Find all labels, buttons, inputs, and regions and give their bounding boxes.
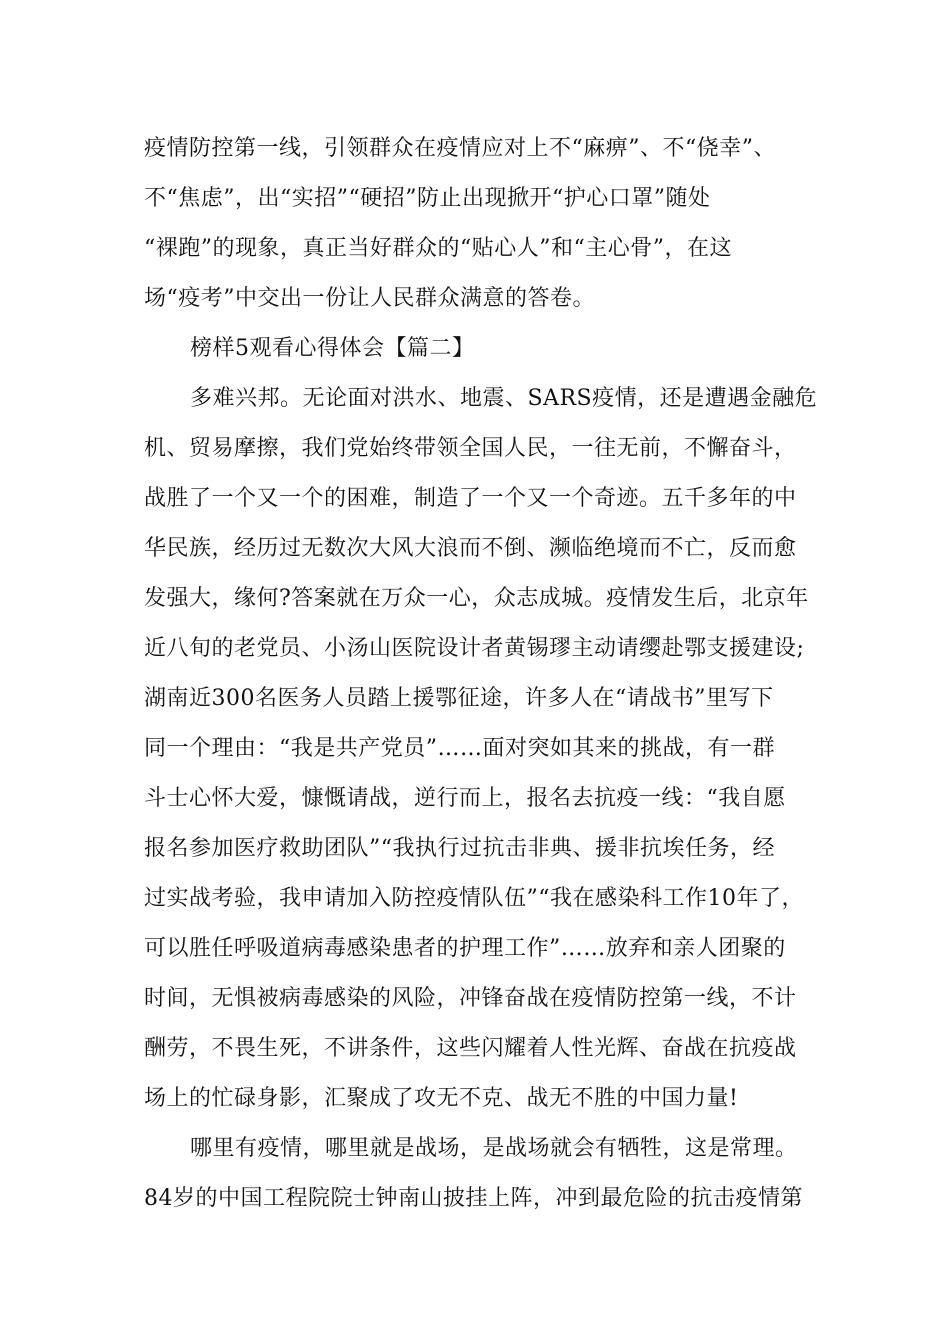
text-line: 发强大，缘何?答案就在万众一心，众志成城。疫情发生后，北京年 — [144, 586, 809, 611]
text-line: 84岁的中国工程院院士钟南山披挂上阵，冲到最危险的抗击疫情第 — [144, 1186, 803, 1211]
text-line: 多难兴邦。无论面对洪水、地震、SARS疫情，还是遭遇金融危 — [190, 386, 818, 411]
text-line: “裸跑”的现象，真正当好群众的“贴心人”和“主心骨”，在这 — [144, 236, 732, 261]
text-line: 场“疫考”中交出一份让人民群众满意的答卷。 — [144, 286, 595, 311]
text-line: 过实战考验，我申请加入防控疫情队伍”“我在感染科工作10年了， — [144, 886, 804, 911]
text-line: 时间，无惧被病毒感染的风险，冲锋奋战在疫情防控第一线，不计 — [144, 986, 797, 1011]
text-line: 近八旬的老党员、小汤山医院设计者黄锡璆主动请缨赴鄂支援建设; — [144, 636, 805, 661]
text-line: 哪里有疫情，哪里就是战场，是战场就会有牺牲，这是常理。 — [190, 1136, 798, 1161]
text-line: 酬劳，不畏生死，不讲条件，这些闪耀着人性光辉、奋战在抗疫战 — [144, 1036, 797, 1061]
text-line: 同一个理由：“我是共产党员”……面对突如其来的挑战，有一群 — [144, 736, 775, 761]
text-line: 机、贸易摩擦，我们党始终带领全国人民，一往无前，不懈奋斗， — [144, 436, 797, 461]
text-line: 场上的忙碌身影，汇聚成了攻无不克、战无不胜的中国力量! — [144, 1086, 739, 1111]
text-line: 战胜了一个又一个的困难，制造了一个又一个奇迹。五千多年的中 — [144, 486, 797, 511]
section-heading: 榜样5观看心得体会【篇二】 — [190, 336, 475, 361]
text-line: 报名参加医疗救助团队”“我执行过抗击非典、援非抗埃任务，经 — [144, 836, 775, 861]
text-line: 可以胜任呼吸道病毒感染患者的护理工作”……放弃和亲人团聚的 — [144, 936, 786, 961]
text-line: 华民族，经历过无数次大风大浪而不倒、濒临绝境而不亡，反而愈 — [144, 536, 797, 561]
text-line: 湖南近300名医务人员踏上援鄂征途，许多人在“请战书”里写下 — [144, 686, 774, 711]
text-line: 斗士心怀大爱，慷慨请战，逆行而上，报名去抗疫一线：“我自愿 — [144, 786, 786, 811]
text-line: 疫情防控第一线，引领群众在疫情应对上不“麻痹”、不“侥幸”、 — [144, 136, 776, 161]
text-line: 不“焦虑”，出“实招”“硬招”防止出现掀开“护心口罩”随处 — [144, 186, 711, 211]
